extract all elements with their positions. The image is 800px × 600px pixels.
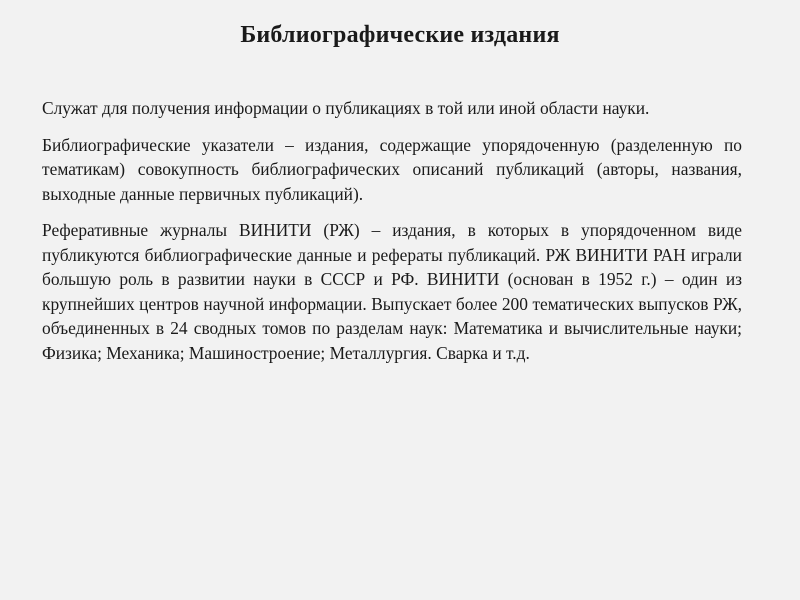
slide-body xyxy=(42,96,742,377)
slide-title: Библиографические издания xyxy=(240,22,560,48)
paragraph-bibliographic-indexes: Библиографические указатели – издания, содержащие упорядоченную (разделенную по тематикам) совокупность библиографических описаний публикаций (авторы, названия, выходные данные первичных публикаций). xyxy=(42,134,742,204)
paragraph-purpose: Служат для получения информации о публикациях в той или иной области науки. xyxy=(42,98,650,118)
paragraph-viniti-journals: Реферативные журналы ВИНИТИ (РЖ) – издания, в которых в упорядоченном виде публикуются библиографические данные и рефераты публикаций. РЖ ВИНИТИ РАН играли большую роль в развитии науки в СССР и РФ. ВИНИТИ (основан в 1952 г.) – один из крупнейших центров научной информации. Выпускает более 200 тематических выпусков РЖ, объединенных в 24 сводных томов по разделам наук: Математика и вычислительные науки; Физика; Механика; Машиностроение; Металлургия. Сварка и т.д. xyxy=(42,220,742,363)
